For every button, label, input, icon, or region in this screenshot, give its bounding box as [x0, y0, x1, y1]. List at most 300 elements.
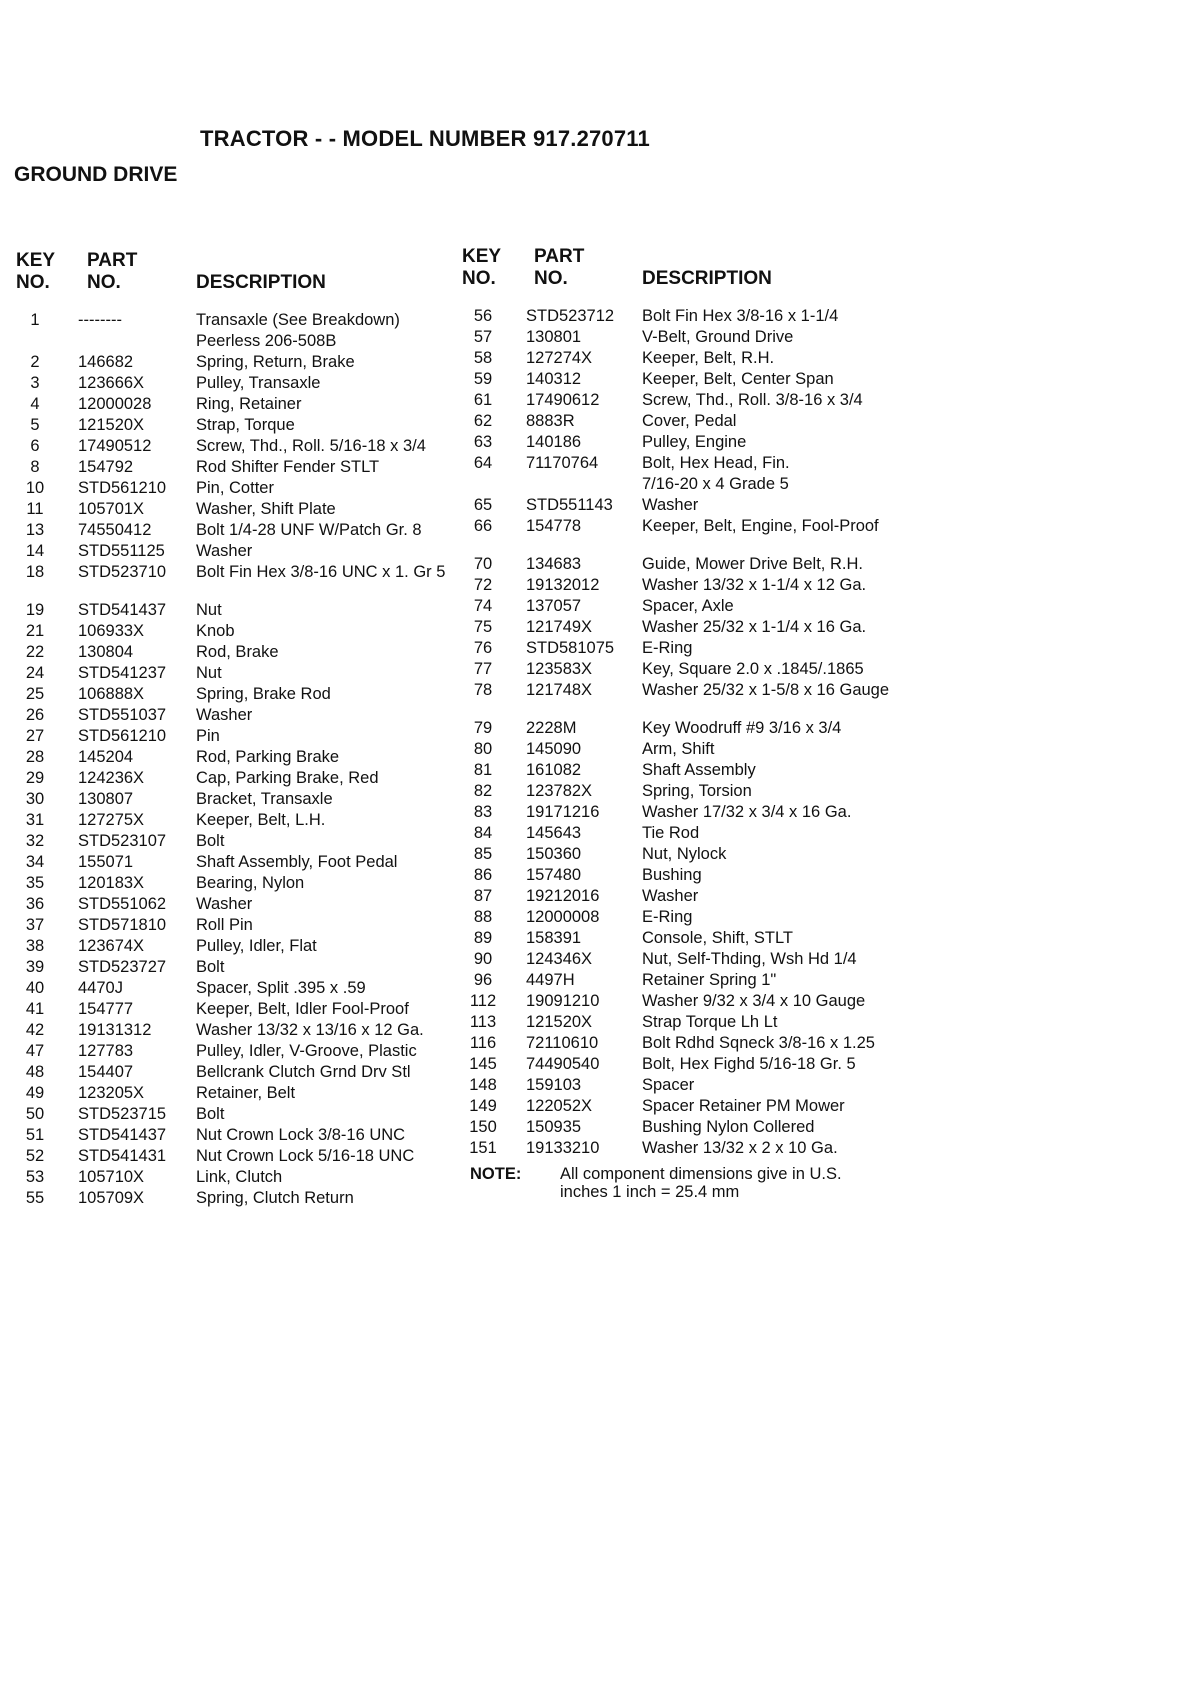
key-no: 150: [469, 1118, 497, 1136]
part-no: 159103: [526, 1076, 582, 1094]
description: Pulley, Engine: [642, 433, 747, 451]
table-row: [16, 1188, 461, 1209]
table-row: [462, 1138, 892, 1159]
part-no: 121520X: [526, 1013, 593, 1031]
table-row: [16, 621, 461, 642]
table-row: [16, 520, 461, 541]
key-no: 90: [473, 950, 493, 968]
table-row: [16, 642, 461, 663]
table-row: [462, 1117, 892, 1138]
table-row: [462, 1075, 892, 1096]
table-row: [462, 638, 892, 659]
description: Washer: [196, 895, 253, 913]
table-row: [16, 1062, 461, 1083]
description: Washer 9/32 x 3/4 x 10 Gauge: [642, 992, 866, 1010]
description: 7/16-20 x 4 Grade 5: [642, 475, 789, 493]
table-row: [16, 499, 461, 520]
table-row: [462, 802, 892, 823]
table-row: [462, 495, 892, 516]
description: Link, Clutch: [196, 1168, 283, 1186]
table-row: [462, 369, 892, 390]
description: Bearing, Nylon: [196, 874, 305, 892]
header-key-line2: NO.: [16, 272, 50, 293]
table-row: [462, 306, 892, 327]
description: Nut Crown Lock 5/16-18 UNC: [196, 1147, 415, 1165]
description: Retainer Spring 1": [642, 971, 777, 989]
key-no: 22: [25, 643, 45, 661]
description: Screw, Thd., Roll. 3/8-16 x 3/4: [642, 391, 863, 409]
part-no: STD561210: [78, 727, 167, 745]
table-row: [462, 1033, 892, 1054]
note-label: NOTE:: [470, 1165, 522, 1183]
header-description: DESCRIPTION: [642, 268, 772, 289]
table-row: [462, 718, 892, 739]
part-no: 130804: [78, 643, 134, 661]
key-no: 112: [469, 992, 497, 1010]
part-no: STD551125: [78, 542, 165, 560]
key-no: 70: [473, 555, 493, 573]
key-no: 21: [25, 622, 45, 640]
table-row: [16, 705, 461, 726]
key-no: 145: [469, 1055, 497, 1073]
part-no: 123674X: [78, 937, 145, 955]
description: Spacer Retainer PM Mower: [642, 1097, 845, 1115]
key-no: 24: [25, 664, 45, 682]
part-no: 8883R: [526, 412, 575, 430]
part-no: 130807: [78, 790, 134, 808]
description: Washer: [642, 496, 699, 514]
part-no: STD581075: [526, 639, 615, 657]
description: Keeper, Belt, Center Span: [642, 370, 834, 388]
table-row: [16, 541, 461, 562]
part-no: 2228M: [526, 719, 577, 737]
part-no: 19131312: [78, 1021, 152, 1039]
description: Bolt: [196, 958, 225, 976]
table-row: [462, 844, 892, 865]
table-row: [16, 1104, 461, 1125]
key-no: 2: [30, 353, 40, 371]
description: Rod Shifter Fender STLT: [196, 458, 380, 476]
key-no: 4: [30, 395, 40, 413]
part-no: STD551143: [526, 496, 613, 514]
part-no: 17490612: [526, 391, 600, 409]
table-body: [16, 310, 461, 1209]
description: Pulley, Transaxle: [196, 374, 321, 392]
table-row: [16, 1125, 461, 1146]
part-no: 17490512: [78, 437, 152, 455]
description: Bolt Fin Hex 3/8-16 UNC x 1. Gr 5: [196, 563, 446, 581]
description: Strap Torque Lh Lt: [642, 1013, 778, 1031]
key-no: 48: [25, 1063, 45, 1081]
part-no: STD551037: [78, 706, 167, 724]
description: Bushing: [642, 866, 702, 884]
key-no: 30: [25, 790, 45, 808]
part-no: 124346X: [526, 950, 593, 968]
key-no: 8: [30, 458, 40, 476]
part-no: 155071: [78, 853, 134, 871]
table-row: [462, 739, 892, 760]
part-no: 150935: [526, 1118, 582, 1136]
part-no: 123205X: [78, 1084, 145, 1102]
part-no: 4470J: [78, 979, 123, 997]
part-no: 123666X: [78, 374, 145, 392]
table-row: [16, 1167, 461, 1188]
part-no: 121749X: [526, 618, 593, 636]
description: Washer 13/32 x 13/16 x 12 Ga.: [196, 1021, 424, 1039]
key-no: 10: [25, 479, 45, 497]
description: E-Ring: [642, 639, 693, 657]
description: Spring, Brake Rod: [196, 685, 331, 703]
description: Washer: [642, 887, 699, 905]
key-no: 58: [473, 349, 493, 367]
description: Bolt 1/4-28 UNF W/Patch Gr. 8: [196, 521, 422, 539]
part-no: 140186: [526, 433, 582, 451]
description: Spring, Torsion: [642, 782, 752, 800]
description: Bolt Rdhd Sqneck 3/8-16 x 1.25: [642, 1034, 875, 1052]
table-row: [16, 1146, 461, 1167]
part-no: 121520X: [78, 416, 145, 434]
key-no: 51: [25, 1126, 45, 1144]
description: V-Belt, Ground Drive: [642, 328, 794, 346]
part-no: 105709X: [78, 1189, 145, 1207]
table-row: [462, 516, 892, 554]
key-no: 62: [473, 412, 493, 430]
table-row: [462, 1012, 892, 1033]
header-key-line1: KEY: [462, 246, 502, 267]
key-no: 49: [25, 1084, 45, 1102]
header-part-line2: NO.: [534, 268, 568, 289]
table-row: [16, 310, 461, 331]
key-no: 80: [473, 740, 493, 758]
description: Pin, Cotter: [196, 479, 274, 497]
header-key-line1: KEY: [16, 250, 56, 271]
key-no: 149: [469, 1097, 497, 1115]
section-title: GROUND DRIVE: [14, 163, 178, 186]
description: Screw, Thd., Roll. 5/16-18 x 3/4: [196, 437, 426, 455]
part-no: STD571810: [78, 916, 167, 934]
table-row: [16, 915, 461, 936]
table-row: [462, 970, 892, 991]
key-no: 52: [25, 1147, 45, 1165]
part-no: 134683: [526, 555, 582, 573]
part-no: 146682: [78, 353, 134, 371]
table-row: [16, 373, 461, 394]
description: Bolt: [196, 1105, 225, 1123]
key-no: 27: [25, 727, 45, 745]
description: Spacer, Split .395 x .59: [196, 979, 366, 997]
parts-table-right: [462, 244, 892, 1157]
description: Washer 17/32 x 3/4 x 16 Ga.: [642, 803, 852, 821]
part-no: 154777: [78, 1000, 134, 1018]
part-no: 19212016: [526, 887, 600, 905]
part-no: STD523727: [78, 958, 167, 976]
part-no: 12000008: [526, 908, 600, 926]
table-row: [16, 436, 461, 457]
part-no: 145643: [526, 824, 582, 842]
key-no: 11: [26, 500, 44, 518]
description: Ring, Retainer: [196, 395, 302, 413]
part-no: 158391: [526, 929, 582, 947]
part-no: 127274X: [526, 349, 593, 367]
description: Pin: [196, 727, 220, 745]
key-no: 25: [25, 685, 45, 703]
part-no: 12000028: [78, 395, 152, 413]
description: Keeper, Belt, Engine, Fool-Proof: [642, 517, 879, 535]
key-no: 84: [473, 824, 493, 842]
key-no: 29: [25, 769, 45, 787]
part-no: STD541431: [78, 1147, 167, 1165]
key-no: 151: [469, 1139, 497, 1157]
description: Bolt: [196, 832, 225, 850]
table-row: [16, 331, 461, 352]
description: Retainer, Belt: [196, 1084, 296, 1102]
header-key-line2: NO.: [462, 268, 496, 289]
description: Rod, Parking Brake: [196, 748, 340, 766]
table-row: [462, 680, 892, 718]
table-row: [16, 831, 461, 852]
part-no: 19171216: [526, 803, 600, 821]
key-no: 32: [25, 832, 45, 850]
key-no: 41: [25, 1000, 45, 1018]
key-no: 34: [25, 853, 45, 871]
key-no: 66: [473, 517, 493, 535]
description: Bellcrank Clutch Grnd Drv Stl: [196, 1063, 411, 1081]
table-row: [16, 957, 461, 978]
key-no: 19: [25, 601, 45, 619]
part-no: 145090: [526, 740, 582, 758]
table-row: [16, 684, 461, 705]
table-header: [16, 248, 461, 296]
description: Cover, Pedal: [642, 412, 737, 430]
key-no: 86: [473, 866, 493, 884]
key-no: 42: [25, 1021, 45, 1039]
description: E-Ring: [642, 908, 693, 926]
description: Bolt Fin Hex 3/8-16 x 1-1/4: [642, 307, 839, 325]
key-no: 39: [25, 958, 45, 976]
header-part-line2: NO.: [87, 272, 121, 293]
part-no: 72110610: [526, 1034, 599, 1052]
table-row: [462, 554, 892, 575]
table-row: [462, 949, 892, 970]
table-row: [462, 474, 892, 495]
key-no: 55: [25, 1189, 45, 1207]
key-no: 82: [473, 782, 493, 800]
part-no: STD523712: [526, 307, 615, 325]
key-no: 6: [30, 437, 40, 455]
part-no: 137057: [526, 597, 582, 615]
part-no: 105701X: [78, 500, 145, 518]
description: Washer: [196, 706, 253, 724]
table-row: [462, 327, 892, 348]
key-no: 35: [25, 874, 45, 892]
key-no: 76: [473, 639, 493, 657]
description: Bolt, Hex Head, Fin.: [642, 454, 790, 472]
part-no: 74550412: [78, 521, 152, 539]
key-no: 96: [473, 971, 493, 989]
description: Nut: [196, 601, 222, 619]
key-no: 26: [25, 706, 45, 724]
description: Washer 13/32 x 1-1/4 x 12 Ga.: [642, 576, 867, 594]
key-no: 50: [25, 1105, 45, 1123]
part-no: 127783: [78, 1042, 134, 1060]
description: Pulley, Idler, V-Groove, Plastic: [196, 1042, 417, 1060]
description: Transaxle (See Breakdown): [196, 311, 400, 329]
description: Keeper, Belt, R.H.: [642, 349, 775, 367]
key-no: 40: [25, 979, 45, 997]
table-row: [16, 852, 461, 873]
key-no: 79: [473, 719, 493, 737]
part-no: 154407: [78, 1063, 134, 1081]
note-text: All component dimensions give in U.S. inches 1 inch = 25.4 mm: [560, 1165, 842, 1201]
part-no: STD523715: [78, 1105, 167, 1123]
description: Shaft Assembly, Foot Pedal: [196, 853, 398, 871]
part-no: 121748X: [526, 681, 593, 699]
description: Keeper, Belt, Idler Fool-Proof: [196, 1000, 409, 1018]
table-row: [16, 726, 461, 747]
key-no: 89: [473, 929, 493, 947]
description: Arm, Shift: [642, 740, 715, 758]
description: Washer 25/32 x 1-1/4 x 16 Ga.: [642, 618, 867, 636]
description: Bolt, Hex Fighd 5/16-18 Gr. 5: [642, 1055, 856, 1073]
description: Bracket, Transaxle: [196, 790, 333, 808]
table-row: [462, 1054, 892, 1075]
description: Rod, Brake: [196, 643, 279, 661]
part-no: STD523710: [78, 563, 167, 581]
description: Washer, Shift Plate: [196, 500, 336, 518]
description: Shaft Assembly: [642, 761, 756, 779]
table-row: [16, 1083, 461, 1104]
table-row: [16, 810, 461, 831]
key-no: 116: [469, 1034, 497, 1052]
part-no: 106888X: [78, 685, 145, 703]
header-description: DESCRIPTION: [196, 272, 326, 293]
table-row: [16, 873, 461, 894]
description: Spring, Clutch Return: [196, 1189, 354, 1207]
key-no: 148: [469, 1076, 497, 1094]
part-no: 106933X: [78, 622, 145, 640]
description: Keeper, Belt, L.H.: [196, 811, 326, 829]
description: Knob: [196, 622, 235, 640]
part-no: 19091210: [526, 992, 600, 1010]
description: Cap, Parking Brake, Red: [196, 769, 379, 787]
description: Tie Rod: [642, 824, 700, 842]
description: Nut, Self-Thding, Wsh Hd 1/4: [642, 950, 857, 968]
key-no: 18: [25, 563, 45, 581]
part-no: 154792: [78, 458, 134, 476]
key-no: 83: [473, 803, 493, 821]
key-no: 74: [473, 597, 493, 615]
key-no: 77: [473, 660, 493, 678]
key-no: 113: [469, 1013, 497, 1031]
table-row: [462, 617, 892, 638]
part-no: 161082: [526, 761, 582, 779]
key-no: 78: [473, 681, 493, 699]
description: Spacer, Axle: [642, 597, 734, 615]
part-no: 123583X: [526, 660, 593, 678]
key-no: 64: [473, 454, 493, 472]
key-no: 63: [473, 433, 493, 451]
table-row: [462, 432, 892, 453]
table-row: [16, 789, 461, 810]
description: Nut Crown Lock 3/8-16 UNC: [196, 1126, 406, 1144]
key-no: 28: [25, 748, 45, 766]
part-no: 145204: [78, 748, 134, 766]
part-no: 71170764: [526, 454, 599, 472]
description: Nut, Nylock: [642, 845, 727, 863]
table-row: [16, 768, 461, 789]
parts-table-left: [16, 248, 461, 1207]
table-row: [16, 478, 461, 499]
key-no: 87: [473, 887, 493, 905]
key-no: 1: [30, 311, 40, 329]
key-no: 31: [25, 811, 45, 829]
description: Pulley, Idler, Flat: [196, 937, 317, 955]
part-no: 154778: [526, 517, 582, 535]
table-row: [462, 659, 892, 680]
table-row: [16, 936, 461, 957]
table-row: [462, 1096, 892, 1117]
description: Roll Pin: [196, 916, 253, 934]
table-row: [16, 352, 461, 373]
header-part-line1: PART: [87, 250, 138, 271]
table-row: [16, 1020, 461, 1041]
description: Strap, Torque: [196, 416, 295, 434]
table-row: [462, 781, 892, 802]
key-no: 37: [25, 916, 45, 934]
table-row: [16, 562, 461, 600]
key-no: 85: [473, 845, 493, 863]
key-no: 3: [30, 374, 40, 392]
key-no: 61: [473, 391, 493, 409]
key-no: 56: [473, 307, 493, 325]
description: Key, Square 2.0 x .1845/.1865: [642, 660, 864, 678]
part-no: STD541237: [78, 664, 167, 682]
part-no: 130801: [526, 328, 582, 346]
table-row: [462, 453, 892, 474]
part-no: STD551062: [78, 895, 167, 913]
key-no: 59: [473, 370, 493, 388]
key-no: 75: [473, 618, 493, 636]
key-no: 65: [473, 496, 493, 514]
table-row: [462, 411, 892, 432]
table-header: [462, 244, 892, 292]
key-no: 57: [473, 328, 493, 346]
table-row: [16, 600, 461, 621]
table-row: [462, 907, 892, 928]
description: Washer 13/32 x 2 x 10 Ga.: [642, 1139, 838, 1157]
key-no: 36: [25, 895, 45, 913]
table-row: [462, 928, 892, 949]
table-row: [16, 1041, 461, 1062]
table-body: [462, 306, 892, 1159]
part-no: 124236X: [78, 769, 145, 787]
key-no: 14: [25, 542, 45, 560]
description: Washer 25/32 x 1-5/8 x 16 Gauge: [642, 681, 890, 699]
part-no: STD523107: [78, 832, 167, 850]
table-row: [462, 760, 892, 781]
table-row: [16, 415, 461, 436]
table-row: [16, 978, 461, 999]
key-no: 88: [473, 908, 493, 926]
part-no: STD541437: [78, 601, 167, 619]
part-no: 150360: [526, 845, 582, 863]
part-no: --------: [78, 311, 122, 329]
table-row: [462, 390, 892, 411]
part-no: 74490540: [526, 1055, 600, 1073]
description: Console, Shift, STLT: [642, 929, 794, 947]
table-row: [16, 894, 461, 915]
page-title: TRACTOR - - MODEL NUMBER 917.270711: [200, 126, 650, 151]
